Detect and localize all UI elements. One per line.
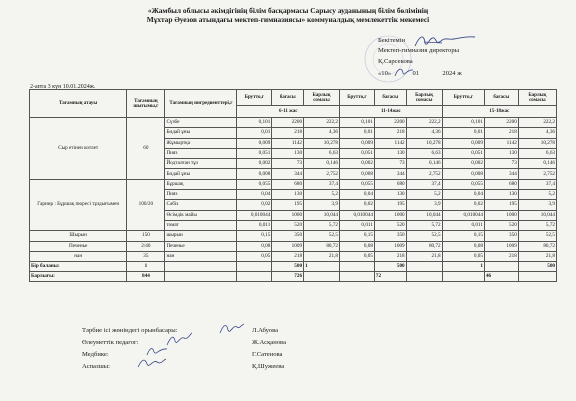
ingredient-name: Бұршақ: [165, 179, 237, 189]
cell-value: 130: [374, 148, 406, 158]
cell-value: 0,146: [304, 159, 340, 169]
total-row: [30, 272, 557, 282]
cell-value: 0,15: [442, 231, 484, 241]
cell-value: 1009: [374, 241, 406, 251]
approval-date-day: «10»: [378, 70, 392, 77]
cell-value: 0,08: [340, 241, 375, 251]
cell-value: 0,008: [442, 169, 484, 179]
cell-value: 0,002: [237, 159, 272, 169]
cell-value: 218: [272, 251, 304, 261]
cell-value: 73: [374, 159, 406, 169]
cell-value: 5,2: [406, 190, 442, 200]
cell-value: 0,055: [237, 179, 272, 189]
dish-name: Печенье: [30, 241, 127, 251]
cell-value: 0,051: [442, 148, 484, 158]
director-signature: [412, 31, 478, 51]
cell-value: 2,752: [518, 169, 556, 179]
cell-value: 5,72: [518, 220, 556, 230]
col-header-price: бағасы: [272, 90, 304, 106]
cell-value: 1009: [484, 241, 518, 251]
signature-cook: [136, 355, 168, 371]
dish-portion: 60: [127, 118, 165, 180]
cell-value: 350: [484, 231, 518, 241]
age-group-header: 6-11 жас: [237, 106, 340, 118]
cell-value: 6,63: [406, 148, 442, 158]
cell-value: 0,05: [442, 251, 484, 261]
signer-name: Ж.Асқанова: [252, 339, 286, 346]
age-group-header: 15-18жас: [442, 106, 556, 118]
cell-value: 222,2: [518, 118, 556, 128]
cell-value: 130: [272, 190, 304, 200]
cell-value: 1142: [272, 138, 304, 148]
cell-value: 10,278: [304, 138, 340, 148]
cell-value: 130: [484, 148, 518, 158]
cell-value: 6,63: [304, 148, 340, 158]
cell-value: 680: [272, 179, 304, 189]
cell-value: 2,752: [304, 169, 340, 179]
ingredient-name: Өсімдік майы: [165, 210, 237, 220]
cell-value: 680: [484, 179, 518, 189]
cell-value: 130: [272, 148, 304, 158]
total-g3: 46: [484, 272, 518, 282]
cell-value: 52,5: [518, 231, 556, 241]
dish-name: Шырын: [30, 231, 127, 241]
cell-value: 80,72: [406, 241, 442, 251]
cell-value: 21,8: [518, 251, 556, 261]
approval-date-year: 2024 ж: [442, 70, 462, 77]
unit-g3-count: 1: [442, 262, 484, 272]
header-line-2: Мұхтар Әуезов атындағы мектеп-гимназиясы» коммуналдық мемлекеттік мекемесі: [146, 15, 430, 24]
cell-value: 130: [374, 190, 406, 200]
col-header-sum: Барлық сомасы: [406, 90, 442, 106]
cell-value: 344: [272, 169, 304, 179]
dish-name: Сыр етінен котлет: [30, 118, 127, 180]
cell-value: 195: [484, 200, 518, 210]
unit-g3: 500: [518, 262, 556, 272]
total-label: Барлығы:: [30, 272, 127, 282]
cell-value: 1000: [374, 210, 406, 220]
cell-value: 10,044: [304, 210, 340, 220]
cell-value: 0,15: [340, 231, 375, 241]
cell-value: 5,72: [406, 220, 442, 230]
cell-value: 0,04: [442, 190, 484, 200]
signer-name: Л.Абуова: [252, 327, 279, 334]
dish-portion: 35: [127, 251, 165, 261]
cell-value: 4,36: [518, 128, 556, 138]
table-row: [30, 251, 557, 261]
signature-deputy: [218, 321, 246, 337]
cell-value: 0,01: [442, 128, 484, 138]
signer-role: Аспазшы:: [82, 363, 110, 370]
cell-value: 0,010044: [442, 210, 484, 220]
cell-value: 0,011: [237, 220, 272, 230]
cell-value: 0,146: [406, 159, 442, 169]
cell-value: 37,4: [304, 179, 340, 189]
cell-value: 1142: [484, 138, 518, 148]
cell-value: 52,5: [304, 231, 340, 241]
table-row: [30, 179, 557, 189]
cell-value: 344: [484, 169, 518, 179]
cell-value: 222,2: [406, 118, 442, 128]
ingredient-name: нан: [165, 251, 237, 261]
cell-value: 0,002: [340, 159, 375, 169]
cell-value: 0,051: [340, 148, 375, 158]
cell-value: 218: [374, 251, 406, 261]
cell-value: 0,08: [237, 241, 272, 251]
cell-value: 130: [484, 190, 518, 200]
cell-value: 344: [374, 169, 406, 179]
cell-value: 2200: [272, 118, 304, 128]
unit-price-row: [30, 262, 557, 272]
cell-value: 0,02: [340, 200, 375, 210]
cell-value: 350: [272, 231, 304, 241]
ingredient-name: шырын: [165, 231, 237, 241]
ingredient-name: Бидай ұны: [165, 128, 237, 138]
signer-role: Медбике:: [82, 351, 109, 358]
signer-name: Г.Сатенова: [252, 351, 283, 358]
total-g2: 72: [374, 272, 406, 282]
col-header-sum: Барлық сомасы: [304, 90, 340, 106]
col-header-gross: Брутто,г: [442, 90, 484, 106]
unit-value: 1: [127, 262, 165, 272]
dish-name: нан: [30, 251, 127, 261]
col-header-price: бағасы: [374, 90, 406, 106]
cell-value: 80,72: [304, 241, 340, 251]
cell-value: 73: [272, 159, 304, 169]
cell-value: 0,01: [237, 128, 272, 138]
cell-value: 73: [484, 159, 518, 169]
unit-label: Бір баланы:: [30, 262, 127, 272]
dish-portion: 100/20: [127, 179, 165, 230]
cell-value: 222,2: [304, 118, 340, 128]
ingredient-name: Печенье: [165, 241, 237, 251]
ingredient-name: Жұмыртқа: [165, 138, 237, 148]
approval-word: Бекітемін: [378, 37, 406, 44]
cell-value: 3,9: [518, 200, 556, 210]
cell-value: 10,044: [406, 210, 442, 220]
cell-value: 0,04: [340, 190, 375, 200]
cell-value: 520: [374, 220, 406, 230]
dish-portion: 2/40: [127, 241, 165, 251]
cell-value: 218: [374, 128, 406, 138]
cell-value: 5,72: [304, 220, 340, 230]
ingredient-name: Сәбіз: [165, 200, 237, 210]
col-header-dish: Тағамның атауы: [30, 90, 127, 118]
cell-value: 10,278: [518, 138, 556, 148]
signer-role: Тәрбие ісі жөніндегі орынбасары:: [82, 327, 178, 334]
age-group-header: 11-14жас: [340, 106, 443, 118]
ingredient-name: Йодталған тұз: [165, 159, 237, 169]
ingredient-name: Сүзбе: [165, 118, 237, 128]
cell-value: 37,4: [518, 179, 556, 189]
cell-value: 0,055: [340, 179, 375, 189]
cell-value: 0,009: [340, 138, 375, 148]
cell-value: 0,051: [237, 148, 272, 158]
approval-name: Қ.Сарсекова: [378, 58, 413, 65]
cell-value: 0,010044: [340, 210, 375, 220]
cell-value: 21,8: [304, 251, 340, 261]
cell-value: 0,05: [237, 251, 272, 261]
cell-value: 520: [484, 220, 518, 230]
col-header-price: бағасы: [484, 90, 518, 106]
table-row: [30, 241, 557, 251]
ingredient-name: Бидай ұны: [165, 169, 237, 179]
cell-value: 3,9: [304, 200, 340, 210]
cell-value: 0,15: [237, 231, 272, 241]
cell-value: 0,002: [442, 159, 484, 169]
cell-value: 195: [272, 200, 304, 210]
unit-g2-count: 1: [304, 262, 340, 272]
unit-g2: 500: [374, 262, 406, 272]
menu-date-line: 2-апта 3 күн 10.01.2024ж.: [30, 84, 96, 90]
signer-name: Қ.Шужеева: [252, 363, 285, 370]
cell-value: 1009: [272, 241, 304, 251]
cell-value: 2200: [374, 118, 406, 128]
col-header-ingredients: Тағамның ингредиенттері,г: [165, 90, 237, 118]
cell-value: 0,010044: [237, 210, 272, 220]
cell-value: 0,05: [340, 251, 375, 261]
cell-value: 0,008: [340, 169, 375, 179]
cell-value: 2,752: [406, 169, 442, 179]
cell-value: 680: [374, 179, 406, 189]
ingredient-name: Пияз: [165, 148, 237, 158]
total-value: 844: [127, 272, 165, 282]
approval-title: Мектеп-гимназия директоры: [378, 47, 460, 54]
cell-value: 0,101: [442, 118, 484, 128]
cell-value: 195: [374, 200, 406, 210]
cell-value: 0,055: [442, 179, 484, 189]
cell-value: 2200: [484, 118, 518, 128]
cell-value: 4,36: [304, 128, 340, 138]
cell-value: 4,36: [406, 128, 442, 138]
cell-value: 218: [484, 251, 518, 261]
col-header-gross: Брутто,г: [340, 90, 375, 106]
cell-value: 1000: [484, 210, 518, 220]
menu-table: [29, 89, 557, 282]
signer-role: Өлеуметтік педагог:: [82, 339, 139, 346]
cell-value: 0,011: [442, 220, 484, 230]
date-day-scribble: [393, 65, 415, 79]
cell-value: 0,146: [518, 159, 556, 169]
cell-value: 218: [272, 128, 304, 138]
cell-value: 5,2: [518, 190, 556, 200]
dish-portion: 150: [127, 231, 165, 241]
cell-value: 520: [272, 220, 304, 230]
table-row: [30, 231, 557, 241]
total-g1: 726: [272, 272, 304, 282]
cell-value: 350: [374, 231, 406, 241]
col-header-portion: Тағамның шығымы,г: [127, 90, 165, 118]
unit-g1: 500: [272, 262, 304, 272]
col-header-gross: Брутто,г: [237, 90, 272, 106]
cell-value: 21,8: [406, 251, 442, 261]
ingredient-name: Пияз: [165, 190, 237, 200]
cell-value: 0,08: [442, 241, 484, 251]
cell-value: 0,101: [237, 118, 272, 128]
cell-value: 80,72: [518, 241, 556, 251]
cell-value: 52,5: [406, 231, 442, 241]
cell-value: 0,02: [442, 200, 484, 210]
cell-value: 0,009: [442, 138, 484, 148]
cell-value: 10,278: [406, 138, 442, 148]
cell-value: 0,009: [237, 138, 272, 148]
cell-value: 0,01: [340, 128, 375, 138]
header-line-1: «Жамбыл облысы әкімдігінің білім басқармасы Сарысу ауданының білім бөлімінің: [147, 6, 429, 15]
cell-value: 218: [484, 128, 518, 138]
ingredient-name: томат: [165, 220, 237, 230]
cell-value: 3,9: [406, 200, 442, 210]
cell-value: 0,02: [237, 200, 272, 210]
cell-value: 1000: [272, 210, 304, 220]
cell-value: 0,011: [340, 220, 375, 230]
col-header-sum: Барлық сомасы: [518, 90, 556, 106]
cell-value: 37,4: [406, 179, 442, 189]
table-row: [30, 118, 557, 128]
cell-value: 5,2: [304, 190, 340, 200]
cell-value: 1142: [374, 138, 406, 148]
cell-value: 0,101: [340, 118, 375, 128]
cell-value: 10,044: [518, 210, 556, 220]
cell-value: 0,04: [237, 190, 272, 200]
cell-value: 6,63: [518, 148, 556, 158]
approval-date-month: 01: [412, 70, 420, 77]
dish-name: Гарнир : Бұршақ пюресі тұздығымен: [30, 179, 127, 230]
cell-value: 0,008: [237, 169, 272, 179]
